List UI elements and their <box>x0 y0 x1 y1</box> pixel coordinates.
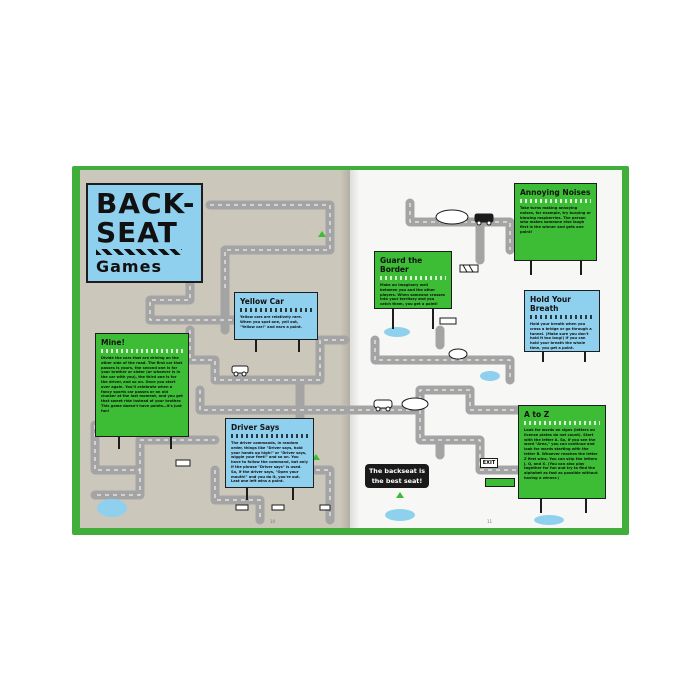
sign-post <box>255 340 257 352</box>
page-number-left: 10 <box>270 519 276 524</box>
sign-post <box>580 261 582 275</box>
sign-post <box>170 437 172 449</box>
sign-heading: Mine! <box>101 338 125 347</box>
chevron-strip <box>380 276 446 280</box>
sign-post <box>540 499 542 513</box>
sign-driver-says <box>225 418 314 488</box>
sign-post <box>432 309 434 329</box>
title-line-3: Games <box>96 257 162 276</box>
sign-annoying-noises <box>514 183 597 261</box>
sign-post <box>246 488 248 500</box>
sign-post <box>530 261 532 275</box>
sign-guard-border <box>374 251 452 309</box>
sign-text: Yellow cars are relatively rare. When you spot one, yell out, "Yellow car!" and earn a point. <box>240 315 303 329</box>
title-line-1: BACK- <box>96 187 196 220</box>
hazard-stripe <box>96 249 182 255</box>
sign-heading: Hold Your Breath <box>530 295 571 313</box>
sign-heading: Driver Says <box>231 423 280 432</box>
sign-hold-breath <box>524 290 600 352</box>
sign-text: Look for words on signs (letters on license plates do not count). Start with the letter A. So, if you see the word "Area," you can continue and look for words starting with the letter B. Whoever reaches the letter Z first wins. You can skip the letters J, Q, and X. (You can also play together for fun and try to find the alphabet as fast as possible without having a winner.) <box>524 428 598 480</box>
chevron-strip <box>530 315 594 319</box>
sign-post <box>392 309 394 329</box>
chevron-strip <box>101 349 183 353</box>
chevron-strip <box>524 421 600 425</box>
sign-text: Take turns making annoying noises, for example, try burping or blowing raspberries. The person who makes someone else laugh first is the winner and gets one point! <box>520 206 591 234</box>
sign-post <box>584 352 586 362</box>
bush-icon <box>402 210 468 410</box>
sign-text: Hold your breath when you cross a bridge or go through a tunnel. (Make sure you don't hold it too long!) If you can hold your breath the whole time, you get a point. <box>530 322 592 350</box>
sign-post <box>118 437 120 449</box>
sign-mine <box>95 333 189 437</box>
sign-heading: Guard the Border <box>380 256 423 274</box>
sign-text: The driver commands, in random order, things like "Driver says, hold your hands up high!" or "Driver says, wiggle your feet!" and so on. You have to follow the command, but only if the phrase "Driver says" is used. So, if the driver says, "Open your mouth!" and you do it, you're out. Last one left wins a point. <box>231 441 308 484</box>
chevron-strip <box>520 199 591 203</box>
sign-a-to-z <box>518 405 606 499</box>
car-icon <box>232 366 248 376</box>
badge-line-2: the best seat! <box>371 477 423 485</box>
sign-post <box>298 340 300 352</box>
page-number-right: 11 <box>487 519 493 524</box>
title-card <box>86 183 203 283</box>
sign-text: Divide the cars that are driving on the other side of the road. The first car that passes is yours, the second one is for your brother or sister (or whoever is in the car with you), the third one is for the driver, and so on. Once you start over again. You'll celebrate when a fancy sports car passes or an old clunker at the last moment, and you get that sweet ride instead of your brother. This game doesn't have points—it's just fun! <box>101 356 183 413</box>
sign-heading: A to Z <box>524 410 550 419</box>
sign-yellow-car <box>234 292 318 340</box>
sign-post <box>585 499 587 513</box>
title-line-2: SEAT <box>96 216 178 249</box>
sign-heading: Annoying Noises <box>520 188 591 197</box>
sign-post <box>292 488 294 500</box>
sign-heading: Yellow Car <box>240 297 284 306</box>
exit-sign: EXIT <box>480 458 498 468</box>
chevron-strip <box>240 308 312 312</box>
chevron-strip <box>231 434 308 438</box>
badge-line-1: The backseat is <box>368 467 426 475</box>
sign-post <box>542 352 544 362</box>
arrow-sign-icon <box>485 478 515 487</box>
sign-text: Make an imaginary wall between you and the other players. When someone crosses into your territory and you catch them, you get a point! <box>380 283 445 307</box>
backseat-badge <box>365 464 429 488</box>
